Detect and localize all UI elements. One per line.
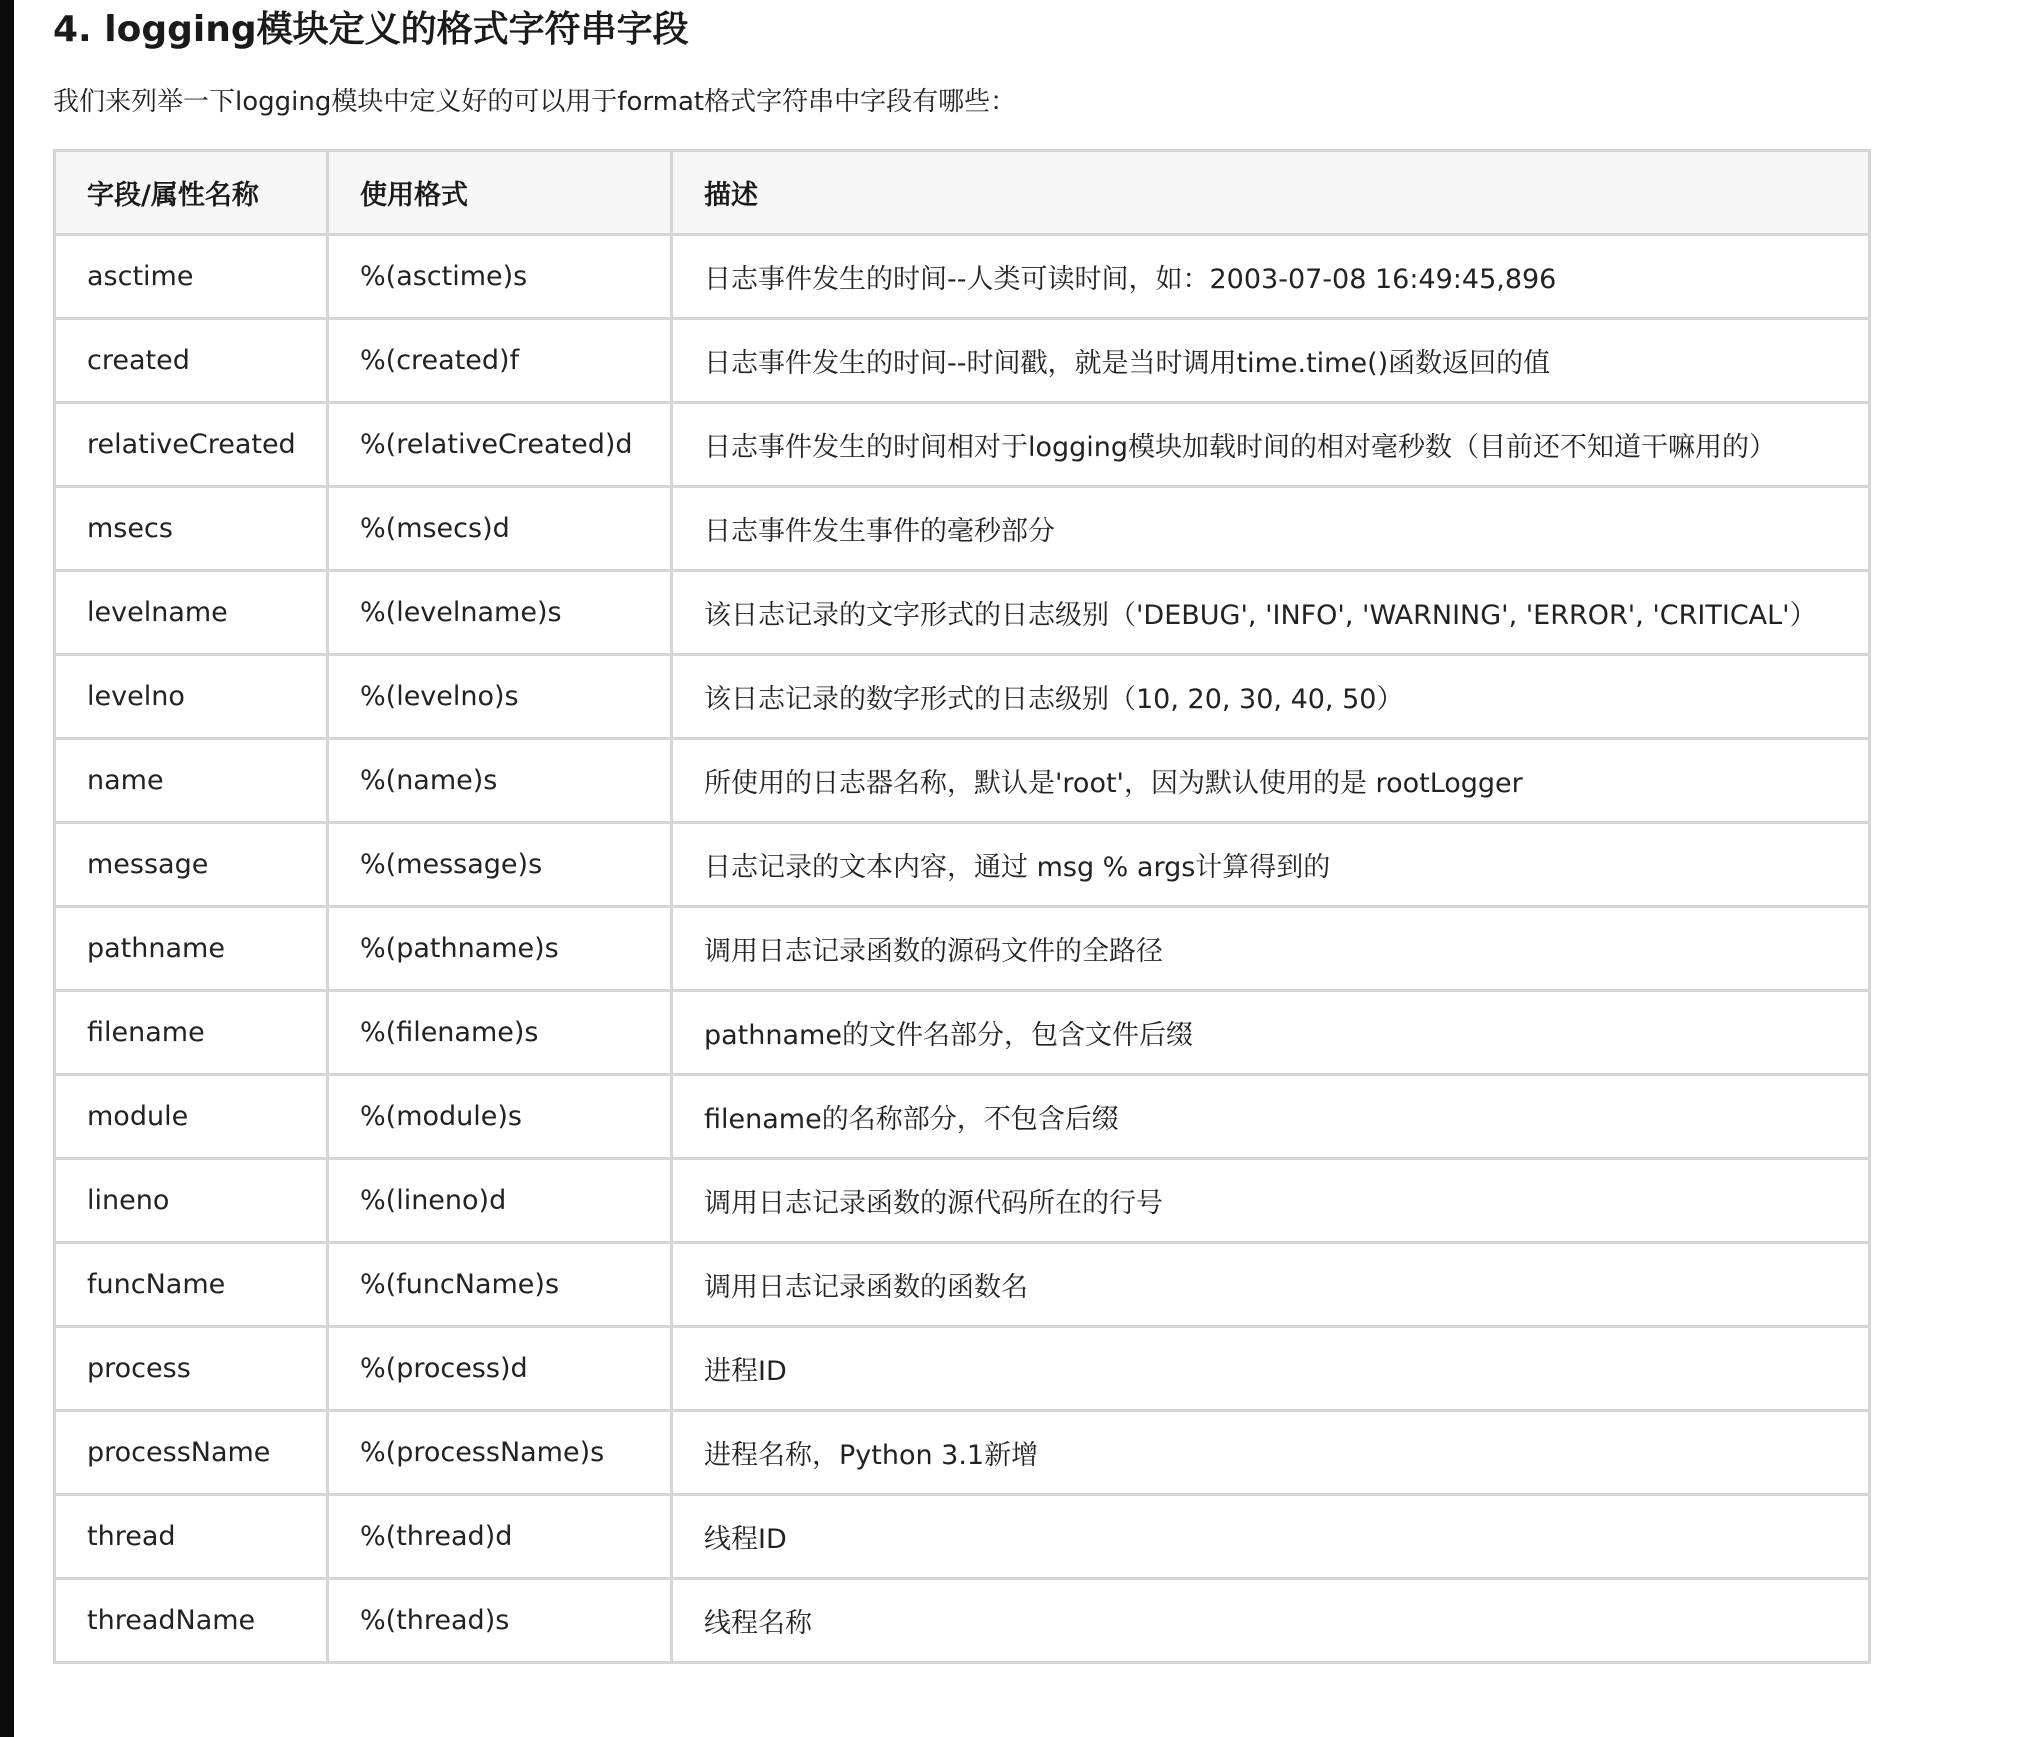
table-row	[55, 823, 1870, 907]
field-name-cell: funcName	[55, 1243, 328, 1327]
usage-format-cell: %(thread)d	[328, 1495, 672, 1579]
field-name-cell: thread	[55, 1495, 328, 1579]
header-field-name: 字段/属性名称	[55, 151, 328, 235]
usage-format-cell: %(processName)s	[328, 1411, 672, 1495]
field-name-cell: pathname	[55, 907, 328, 991]
field-name-cell: filename	[55, 991, 328, 1075]
description-cell: 该日志记录的数字形式的日志级别（10, 20, 30, 40, 50）	[672, 655, 1870, 739]
usage-format-cell: %(name)s	[328, 739, 672, 823]
description-cell: 日志事件发生的时间相对于logging模块加载时间的相对毫秒数（目前还不知道干嘛用的）	[672, 403, 1870, 487]
intro-paragraph: 我们来列举一下logging模块中定义好的可以用于format格式字符串中字段有哪些：	[53, 87, 1017, 117]
description-cell: 进程名称，Python 3.1新增	[672, 1411, 1870, 1495]
table-row	[55, 1495, 1870, 1579]
table-header-row	[55, 151, 1870, 235]
table-row	[55, 739, 1870, 823]
description-cell: 日志事件发生的时间--人类可读时间，如：2003-07-08 16:49:45,896	[672, 235, 1870, 319]
table-row	[55, 907, 1870, 991]
field-name-cell: lineno	[55, 1159, 328, 1243]
usage-format-cell: %(asctime)s	[328, 235, 672, 319]
description-cell: 所使用的日志器名称，默认是'root'，因为默认使用的是 rootLogger	[672, 739, 1870, 823]
table-row	[55, 571, 1870, 655]
table-header	[55, 151, 1870, 235]
table-body	[55, 235, 1870, 1663]
usage-format-cell: %(message)s	[328, 823, 672, 907]
table-row	[55, 655, 1870, 739]
usage-format-cell: %(lineno)d	[328, 1159, 672, 1243]
usage-format-cell: %(process)d	[328, 1327, 672, 1411]
table-row	[55, 319, 1870, 403]
table-row	[55, 235, 1870, 319]
table-row	[55, 1243, 1870, 1327]
field-name-cell: created	[55, 319, 328, 403]
usage-format-cell: %(msecs)d	[328, 487, 672, 571]
usage-format-cell: %(thread)s	[328, 1579, 672, 1663]
description-cell: 调用日志记录函数的源码文件的全路径	[672, 907, 1870, 991]
left-edge-bar	[0, 0, 14, 1737]
usage-format-cell: %(created)f	[328, 319, 672, 403]
table-row	[55, 1411, 1870, 1495]
format-fields-table	[53, 149, 1871, 1664]
field-name-cell: threadName	[55, 1579, 328, 1663]
usage-format-cell: %(pathname)s	[328, 907, 672, 991]
field-name-cell: module	[55, 1075, 328, 1159]
table-row	[55, 1075, 1870, 1159]
description-cell: pathname的文件名部分，包含文件后缀	[672, 991, 1870, 1075]
field-name-cell: message	[55, 823, 328, 907]
article-content	[53, 0, 1933, 1639]
field-name-cell: asctime	[55, 235, 328, 319]
table-row	[55, 1327, 1870, 1411]
description-cell: 日志记录的文本内容，通过 msg % args计算得到的	[672, 823, 1870, 907]
field-name-cell: levelname	[55, 571, 328, 655]
description-cell: 日志事件发生的时间--时间戳，就是当时调用time.time()函数返回的值	[672, 319, 1870, 403]
description-cell: 调用日志记录函数的函数名	[672, 1243, 1870, 1327]
description-cell: 线程名称	[672, 1579, 1870, 1663]
usage-format-cell: %(relativeCreated)d	[328, 403, 672, 487]
description-cell: filename的名称部分，不包含后缀	[672, 1075, 1870, 1159]
field-name-cell: name	[55, 739, 328, 823]
usage-format-cell: %(funcName)s	[328, 1243, 672, 1327]
field-name-cell: relativeCreated	[55, 403, 328, 487]
header-description: 描述	[672, 151, 1870, 235]
usage-format-cell: %(module)s	[328, 1075, 672, 1159]
table-row	[55, 1159, 1870, 1243]
field-name-cell: msecs	[55, 487, 328, 571]
usage-format-cell: %(levelno)s	[328, 655, 672, 739]
table-row	[55, 403, 1870, 487]
field-name-cell: levelno	[55, 655, 328, 739]
field-name-cell: process	[55, 1327, 328, 1411]
table-row	[55, 1579, 1870, 1663]
description-cell: 进程ID	[672, 1327, 1870, 1411]
usage-format-cell: %(filename)s	[328, 991, 672, 1075]
field-name-cell: processName	[55, 1411, 328, 1495]
header-usage-format: 使用格式	[328, 151, 672, 235]
table-row	[55, 487, 1870, 571]
description-cell: 该日志记录的文字形式的日志级别（'DEBUG', 'INFO', 'WARNING', 'ERROR', 'CRITICAL'）	[672, 571, 1870, 655]
usage-format-cell: %(levelname)s	[328, 571, 672, 655]
description-cell: 线程ID	[672, 1495, 1870, 1579]
description-cell: 日志事件发生事件的毫秒部分	[672, 487, 1870, 571]
section-heading: 4. logging模块定义的格式字符串字段	[53, 9, 689, 50]
description-cell: 调用日志记录函数的源代码所在的行号	[672, 1159, 1870, 1243]
table-row	[55, 991, 1870, 1075]
